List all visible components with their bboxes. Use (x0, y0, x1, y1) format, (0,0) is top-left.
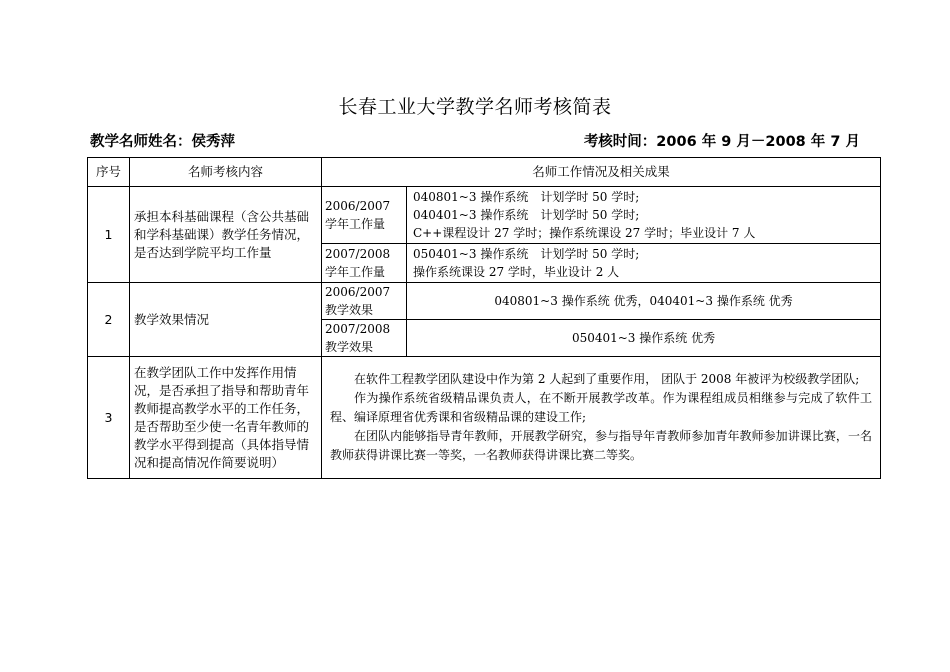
row-seq: 2 (88, 283, 130, 357)
workload-cell (407, 187, 881, 244)
workload-line: 050401~3 操作系统 计划学时 50 学时; (413, 247, 640, 261)
teacher-name: 教学名师姓名：侯秀萍 (90, 134, 235, 150)
period-year: 2006/2007 (325, 199, 391, 213)
row-seq: 3 (88, 357, 130, 479)
page-title: 长春工业大学教学名师考核简表 (338, 96, 612, 118)
header-content: 名师考核内容 (130, 158, 322, 187)
workload-line: C++课程设计 27 学时；操作系统课设 27 学时；毕业设计 7 人 (413, 226, 756, 240)
period-year: 2007/2008 (325, 322, 391, 336)
header-seq: 序号 (88, 158, 130, 187)
period-year: 2006/2007 (325, 285, 391, 299)
workload-line: 040801~3 操作系统 计划学时 50 学时; (413, 190, 640, 204)
effect-cell: 050401~3 操作系统 优秀 (407, 320, 881, 357)
period-type: 教学效果 (325, 303, 374, 317)
table-row (88, 187, 881, 244)
period-type: 学年工作量 (325, 217, 386, 231)
row-content: 在教学团队工作中发挥作用情况，是否承担了指导和帮助青年教师提高教学水平的工作任务，是否帮助至少使一名青年教师的教学水平得到提高（具体指导情况和提高情况作简要说明） (130, 357, 322, 479)
table-row (88, 283, 881, 320)
paragraph: 作为操作系统省级精品课负责人，在不断开展教学改革。作为课程组成员相继参与完成了软件工程、编译原理省优秀课和省级精品课的建设工作; (330, 391, 873, 424)
period-type: 教学效果 (325, 340, 374, 354)
period-label (322, 283, 407, 320)
workload-line: 操作系统课设 27 学时，毕业设计 2 人 (413, 265, 620, 279)
header-results: 名师工作情况及相关成果 (322, 158, 881, 187)
period-label (322, 244, 407, 283)
row-content: 承担本科基础课程（含公共基础和学科基础课）教学任务情况，是否达到学院平均工作量 (130, 187, 322, 283)
header-row (88, 158, 881, 187)
period-year: 2007/2008 (325, 247, 391, 261)
period-label (322, 320, 407, 357)
table-row (88, 357, 881, 479)
period-type: 学年工作量 (325, 265, 386, 279)
assessment-table (87, 157, 881, 479)
effect-cell: 040801~3 操作系统 优秀，040401~3 操作系统 优秀 (407, 283, 881, 320)
team-role-cell (322, 357, 881, 479)
workload-line: 040401~3 操作系统 计划学时 50 学时; (413, 208, 640, 222)
row-seq: 1 (88, 187, 130, 283)
row-content: 教学效果情况 (130, 283, 322, 357)
workload-cell (407, 244, 881, 283)
paragraph: 在团队内能够指导青年教师，开展教学研究，参与指导年青教师参加青年教师参加讲课比赛，一名教师获得讲课比赛一等奖，一名教师获得讲课比赛二等奖。 (330, 429, 873, 462)
assessment-period: 考核时间：2006 年 9 月－2008 年 7 月 (583, 134, 860, 150)
paragraph: 在软件工程教学团队建设中作为第 2 人起到了重要作用， 团队于 2008 年被评为校级教学团队; (354, 372, 860, 386)
period-label (322, 187, 407, 244)
